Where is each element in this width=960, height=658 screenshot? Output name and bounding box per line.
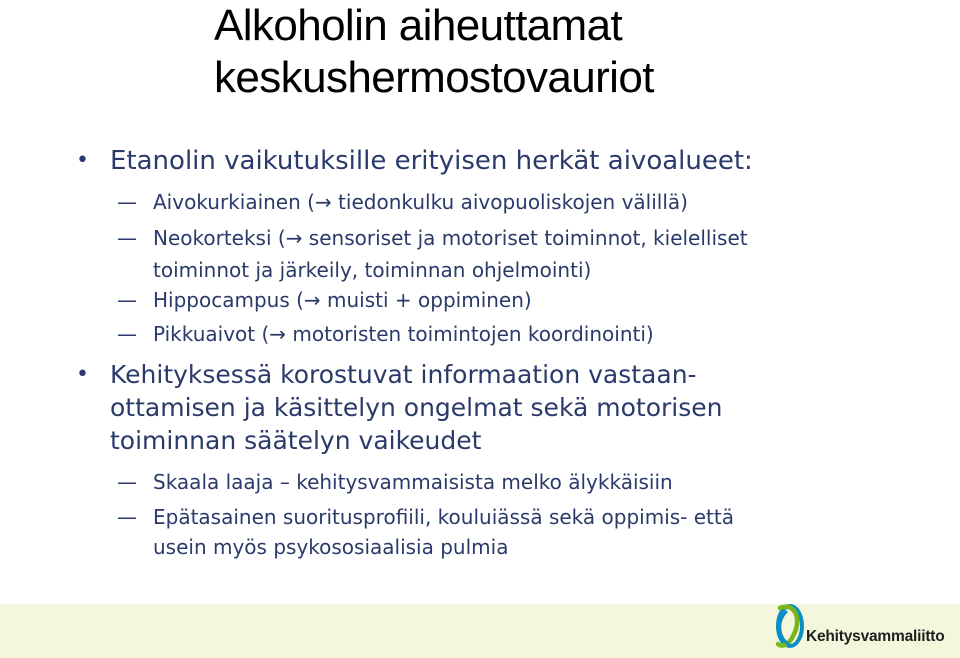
dash-mark: — — [117, 190, 137, 214]
sub-bullet-1-3 — [117, 284, 853, 316]
bullet-mark: • — [76, 148, 89, 173]
bullet-mark: • — [76, 362, 89, 387]
sub-bullet-1-4-line-1: Pikkuaivot (→ motoristen toimintojen koordinointi) — [153, 322, 654, 346]
sub-bullet-2-2-line-2: usein myös psykososiaalisia pulmia — [153, 535, 509, 559]
sub-bullet-2-2 — [117, 502, 853, 562]
title-line-1: Alkoholin aiheuttamat — [214, 1, 623, 50]
sub-bullet-2-1-line-1: Skaala laaja – kehitysvammaisista melko älykkäisiin — [153, 470, 673, 494]
sub-bullet-2-2-line-1: Epätasainen suoritusprofiili, kouluiässä sekä oppimis- että — [153, 505, 734, 529]
dash-mark: — — [117, 288, 137, 312]
sub-bullet-1-1-line-1: Aivokurkiainen (→ tiedonkulku aivopuoliskojen välillä) — [153, 190, 688, 214]
sub-bullet-1-1 — [117, 186, 853, 218]
bullet-2 — [76, 358, 840, 457]
dash-mark: — — [117, 226, 137, 250]
bullet-2-line-1: Kehityksessä korostuvat informaation vastaan- — [110, 360, 697, 389]
sub-bullet-1-2-line-2: toiminnot ja järkeily, toiminnan ohjelmointi) — [153, 258, 592, 282]
sub-bullet-2-1 — [117, 466, 853, 498]
sub-bullet-1-4 — [117, 318, 853, 350]
bullet-1 — [76, 144, 840, 178]
bullet-1-text: Etanolin vaikutuksille erityisen herkät aivoalueet: — [110, 146, 753, 176]
logo-text: Kehitysvammaliitto — [806, 628, 945, 645]
bullet-2-line-2: ottamisen ja käsittelyn ongelmat sekä motorisen — [110, 393, 723, 422]
dash-mark: — — [117, 322, 137, 346]
sub-bullet-1-2-line-1: Neokorteksi (→ sensoriset ja motoriset toiminnot, kielelliset — [153, 226, 748, 250]
dash-mark: — — [117, 470, 137, 494]
sub-bullet-1-2 — [117, 222, 853, 286]
bullet-2-line-3: toiminnan säätelyn vaikeudet — [110, 426, 482, 455]
sub-bullet-1-3-line-1: Hippocampus (→ muisti + oppiminen) — [153, 288, 532, 312]
dash-mark: — — [117, 505, 137, 529]
title-line-2: keskushermostovauriot — [214, 53, 654, 102]
